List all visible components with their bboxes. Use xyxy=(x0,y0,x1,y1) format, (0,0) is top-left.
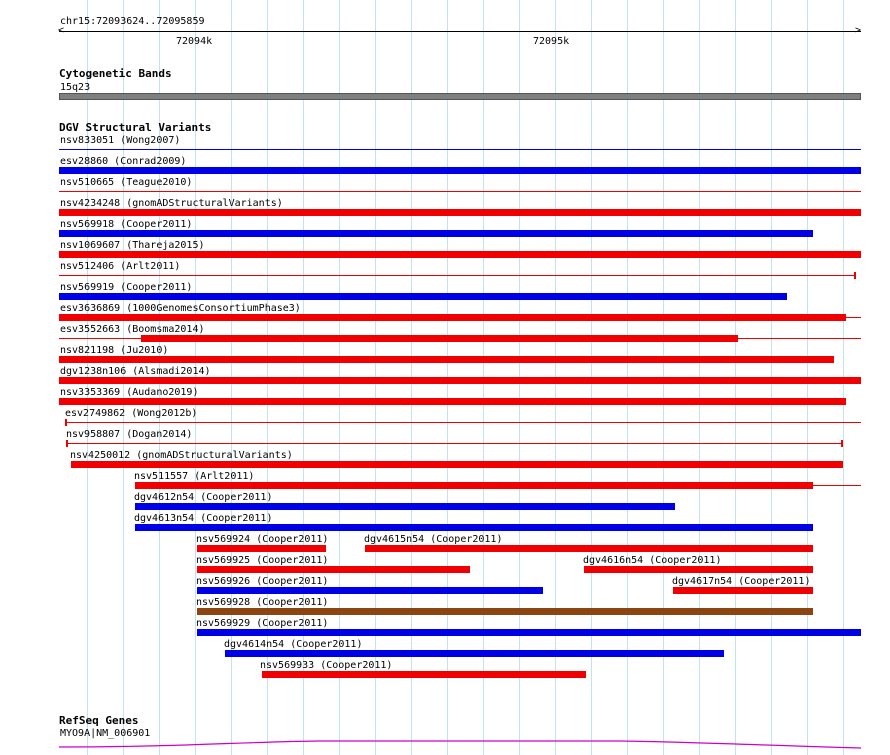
band-label: 15q23 xyxy=(60,82,91,93)
variant-feature[interactable] xyxy=(59,209,861,216)
variant-label: nsv821198 (Ju2010) xyxy=(60,345,169,356)
variant-label: dgv4616n54 (Cooper2011) xyxy=(583,555,722,566)
variant-feature[interactable] xyxy=(135,503,675,510)
variant-feature[interactable] xyxy=(225,650,724,657)
variant-feature[interactable] xyxy=(137,482,813,489)
ruler-left-arrow-icon: < xyxy=(58,25,65,36)
variant-label: nsv4234248 (gnomADStructuralVariants) xyxy=(60,198,283,209)
variant-feature-tail xyxy=(738,338,861,339)
variant-feature[interactable] xyxy=(66,422,861,423)
variant-feature[interactable] xyxy=(673,587,813,594)
variant-feature[interactable] xyxy=(71,461,843,468)
region-label: chr15:72093624..72095859 xyxy=(60,16,205,27)
variant-feature[interactable] xyxy=(59,149,861,150)
variant-label: esv2749862 (Wong2012b) xyxy=(65,408,198,419)
variant-feature[interactable] xyxy=(59,377,861,384)
variant-label: esv3636869 (1000GenomesConsortiumPhase3) xyxy=(60,303,301,314)
track-title-dgv-structural-variants: DGV Structural Variants xyxy=(59,121,212,134)
variant-feature[interactable] xyxy=(197,629,861,636)
variant-feature-tail xyxy=(59,338,141,339)
variant-label: nsv510665 (Teague2010) xyxy=(60,177,193,188)
ruler-tick-label: 72095k xyxy=(533,36,570,47)
variant-end-cap xyxy=(841,440,843,447)
variant-feature[interactable] xyxy=(59,356,834,363)
variant-label: dgv4617n54 (Cooper2011) xyxy=(672,576,811,587)
variant-feature-tail xyxy=(846,317,861,318)
variant-label: nsv569928 (Cooper2011) xyxy=(196,597,329,608)
variant-feature[interactable] xyxy=(59,314,846,321)
variant-label: esv28860 (Conrad2009) xyxy=(60,156,187,167)
ruler-axis xyxy=(59,31,861,32)
variant-label: nsv569929 (Cooper2011) xyxy=(196,618,329,629)
variant-feature[interactable] xyxy=(59,230,813,237)
variant-label: dgv4612n54 (Cooper2011) xyxy=(134,492,273,503)
variant-label: nsv4250012 (gnomADStructuralVariants) xyxy=(70,450,293,461)
track-title-cytogenetic-bands: Cytogenetic Bands xyxy=(59,67,172,80)
variant-label: dgv4613n54 (Cooper2011) xyxy=(134,513,273,524)
gene-feature[interactable] xyxy=(59,740,861,750)
variant-feature-tail xyxy=(813,485,861,486)
variant-feature[interactable] xyxy=(59,251,861,258)
gene-label: MYO9A|NM_006901 xyxy=(60,728,151,739)
ruler-tick-label: 72094k xyxy=(176,36,213,47)
variant-feature[interactable] xyxy=(365,545,813,552)
variant-feature[interactable] xyxy=(67,443,842,444)
variant-label: nsv569933 (Cooper2011) xyxy=(260,660,393,671)
variant-label: nsv833051 (Wong2007) xyxy=(60,135,181,146)
variant-label: dgv4614n54 (Cooper2011) xyxy=(224,639,363,650)
variant-feature[interactable] xyxy=(584,566,813,573)
variant-feature[interactable] xyxy=(59,398,846,405)
variant-feature[interactable] xyxy=(262,671,586,678)
variant-label: dgv1238n106 (Alsmadi2014) xyxy=(60,366,211,377)
variant-feature[interactable] xyxy=(135,524,813,531)
variant-feature[interactable] xyxy=(141,335,738,342)
track-title-refseq-genes: RefSeq Genes xyxy=(59,714,139,727)
variant-feature[interactable] xyxy=(197,566,470,573)
variant-label: nsv3353369 (Audano2019) xyxy=(60,387,199,398)
variant-label: dgv4615n54 (Cooper2011) xyxy=(364,534,503,545)
variant-feature[interactable] xyxy=(59,191,861,192)
variant-label: nsv958807 (Dogan2014) xyxy=(66,429,193,440)
variant-feature[interactable] xyxy=(59,275,855,276)
variant-feature[interactable] xyxy=(59,167,861,174)
variant-label: nsv511557 (Arlt2011) xyxy=(134,471,255,482)
variant-label: nsv569918 (Cooper2011) xyxy=(60,219,193,230)
variant-label: nsv569926 (Cooper2011) xyxy=(196,576,329,587)
variant-feature[interactable] xyxy=(197,587,543,594)
variant-feature[interactable] xyxy=(59,293,787,300)
variant-label: nsv569924 (Cooper2011) xyxy=(196,534,329,545)
variant-label: esv3552663 (Boomsma2014) xyxy=(60,324,205,335)
variant-feature[interactable] xyxy=(197,608,813,615)
cytogenetic-band[interactable] xyxy=(59,93,861,100)
variant-end-cap xyxy=(854,272,856,279)
variant-feature[interactable] xyxy=(197,545,326,552)
variant-label: nsv512406 (Arlt2011) xyxy=(60,261,181,272)
ruler-right-arrow-icon: > xyxy=(855,25,862,36)
variant-label: nsv1069607 (Thareja2015) xyxy=(60,240,205,251)
variant-label: nsv569925 (Cooper2011) xyxy=(196,555,329,566)
variant-label: nsv569919 (Cooper2011) xyxy=(60,282,193,293)
